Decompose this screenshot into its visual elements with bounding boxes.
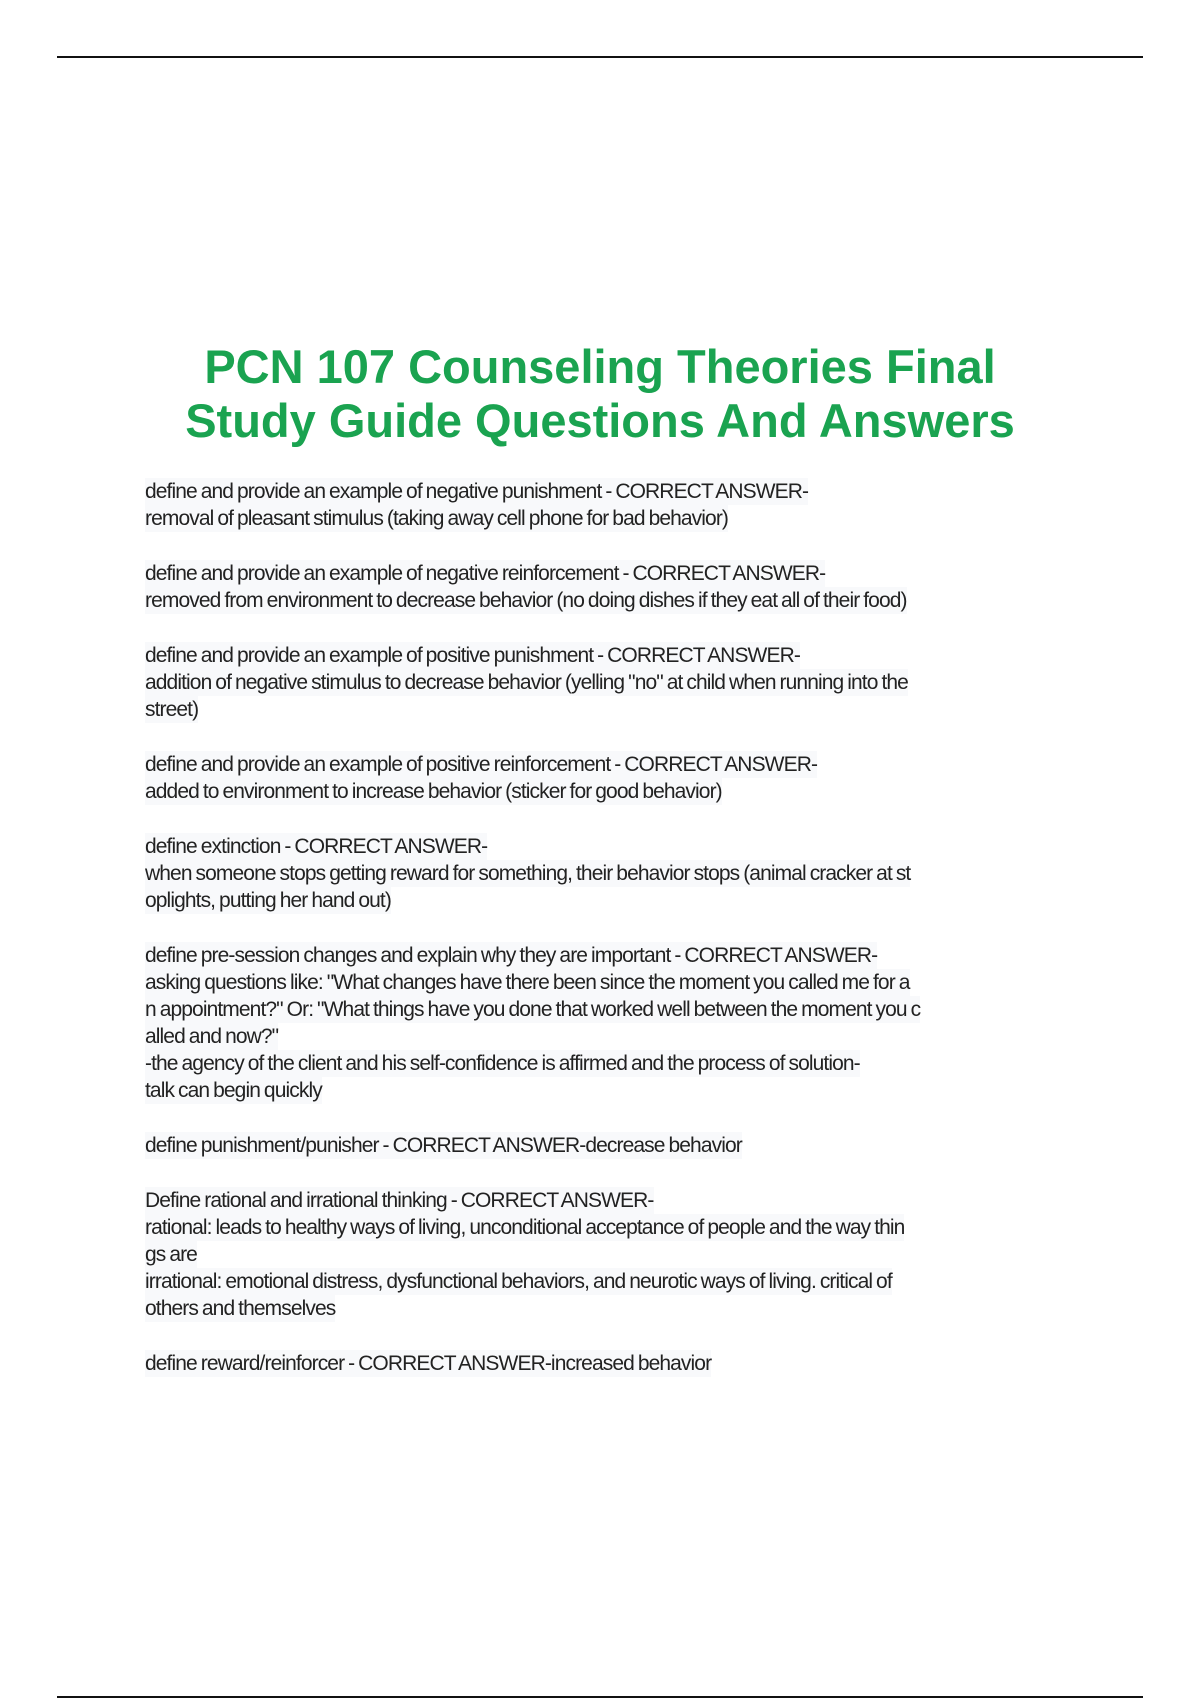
qa-text-line: define reward/reinforcer - CORRECT ANSWER-increased behavior [145, 1352, 712, 1375]
qa-text-line: addition of negative stimulus to decrease behavior (yelling "no" at child when running into the [145, 671, 908, 694]
qa-text-line: removed from environment to decrease behavior (no doing dishes if they eat all of their food) [145, 589, 907, 612]
qa-text-line: define pre-session changes and explain why they are important - CORRECT ANSWER- [145, 944, 878, 967]
qa-text-line: define and provide an example of negative reinforcement - CORRECT ANSWER- [145, 562, 826, 585]
top-rule [57, 56, 1143, 58]
qa-text-line: -the agency of the client and his self-confidence is affirmed and the process of solution- [145, 1052, 860, 1075]
qa-item [145, 833, 1095, 914]
qa-text-line: alled and now?" [145, 1025, 279, 1048]
qa-list [145, 478, 1095, 1405]
qa-text-line: added to environment to increase behavior (sticker for good behavior) [145, 780, 722, 803]
qa-item [145, 478, 1095, 532]
title-line-1: PCN 107 Counseling Theories Final [204, 340, 996, 393]
qa-item [145, 642, 1095, 723]
qa-text-line: asking questions like: "What changes have there been since the moment you called me for a [145, 971, 910, 994]
bottom-rule [57, 1696, 1143, 1698]
qa-text-line: gs are [145, 1243, 197, 1266]
qa-item [145, 1187, 1095, 1322]
qa-text-line: when someone stops getting reward for something, their behavior stops (animal cracker at st [145, 862, 911, 885]
qa-item [145, 1350, 1095, 1377]
document-title [0, 340, 1200, 448]
qa-text-line: n appointment?" Or: "What things have you done that worked well between the moment you c [145, 998, 921, 1021]
qa-text-line: street) [145, 698, 199, 721]
qa-text-line: define punishment/punisher - CORRECT ANSWER-decrease behavior [145, 1134, 742, 1157]
qa-text-line: define and provide an example of positive punishment - CORRECT ANSWER- [145, 644, 800, 667]
qa-text-line: talk can begin quickly [145, 1079, 322, 1102]
qa-item [145, 560, 1095, 614]
qa-text-line: irrational: emotional distress, dysfunctional behaviors, and neurotic ways of living. critical of [145, 1270, 892, 1293]
qa-text-line: Define rational and irrational thinking - CORRECT ANSWER- [145, 1189, 654, 1212]
qa-text-line: others and themselves [145, 1297, 336, 1320]
qa-text-line: define and provide an example of positive reinforcement - CORRECT ANSWER- [145, 753, 818, 776]
qa-text-line: oplights, putting her hand out) [145, 889, 391, 912]
qa-item [145, 751, 1095, 805]
qa-text-line: removal of pleasant stimulus (taking away cell phone for bad behavior) [145, 507, 729, 530]
qa-item [145, 942, 1095, 1104]
qa-text-line: define extinction - CORRECT ANSWER- [145, 835, 488, 858]
qa-item [145, 1132, 1095, 1159]
title-line-2: Study Guide Questions And Answers [185, 394, 1015, 447]
qa-text-line: rational: leads to healthy ways of living, unconditional acceptance of people and the way thin [145, 1216, 905, 1239]
qa-text-line: define and provide an example of negative punishment - CORRECT ANSWER- [145, 480, 809, 503]
